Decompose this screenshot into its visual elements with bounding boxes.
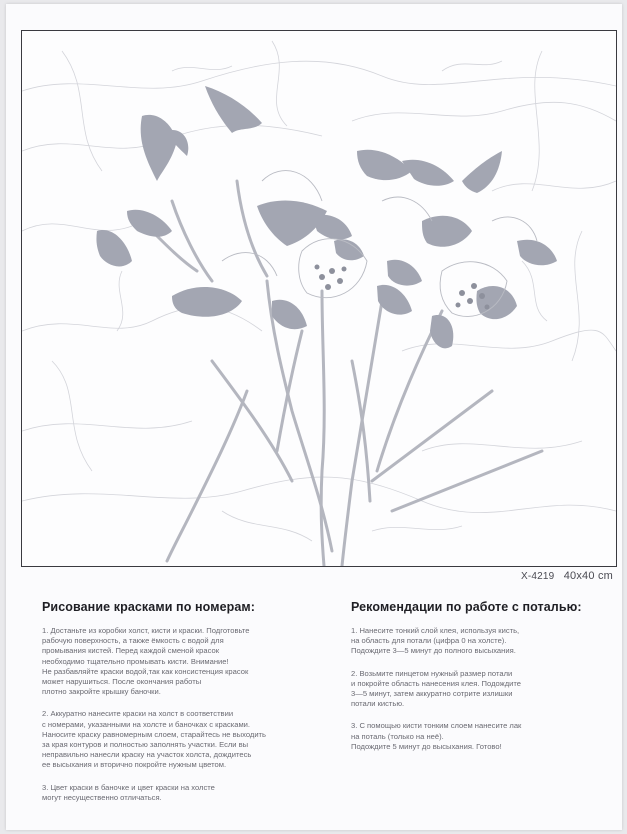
list-item: 3. С помощью кисти тонким слоем нанесите лак на поталь (только на неё). Подождите 5 минут до высыхания. Готово! — [351, 721, 522, 751]
paint-instructions-heading: Рисование красками по номерам: — [42, 600, 256, 614]
canvas-size: 40х40 cm — [563, 570, 614, 582]
product-code: X-4219 — [521, 571, 555, 582]
gilding-instructions-heading: Рекомендации по работе с поталью: — [351, 600, 582, 614]
bouquet-illustration — [22, 31, 616, 566]
list-item: 3. Цвет краски в баночке и цвет краски на холсте могут несущественно отличаться. — [42, 782, 215, 802]
list-item: 1. Нанесите тонкий слой клея, используя кисть, на область для потали (цифра 0 на холсте). Подождите 3—5 минут до полного высыхания. — [351, 626, 520, 656]
list-item: 1. Достаньте из коробки холст, кисти и краски. Подготовьте рабочую поверхность, а также ёмкость с водой для промывания кистей. Перед каждой сменой красок необходимо тщательно промывать кисти. Внимание! Не разбавляйте краски водой,так как консистенция красок может нарушиться. После окончания работы плотно закройте крышку баночки. — [42, 626, 250, 697]
paint-instructions — [42, 600, 322, 815]
instruction-sheet — [6, 4, 622, 830]
gilding-instructions — [351, 600, 601, 764]
stems — [152, 181, 542, 566]
canvas-outline-drawing — [21, 30, 617, 567]
list-item: 2. Возьмите пинцетом нужный размер потали и покройте область нанесения клея. Подождите 3—5 минут, затем аккуратно сотрите излишки потали кистью. — [351, 668, 522, 709]
list-item: 2. Аккуратно нанесите краски на холст в соответствии с номерами, указанными на холсте и баночках с красками. Наносите краску равномерным слоем, старайтесь не выходить за края контуров и полностью заполнять участки. Если вы неправильно нанесли краску на участок холста, дождитесь ее высыхания и вторично покройте нужным цветом. — [42, 709, 266, 770]
product-size-label — [521, 570, 613, 582]
background-contours — [22, 41, 616, 541]
gilding-steps-list — [351, 626, 601, 752]
paint-steps-list — [42, 626, 322, 803]
